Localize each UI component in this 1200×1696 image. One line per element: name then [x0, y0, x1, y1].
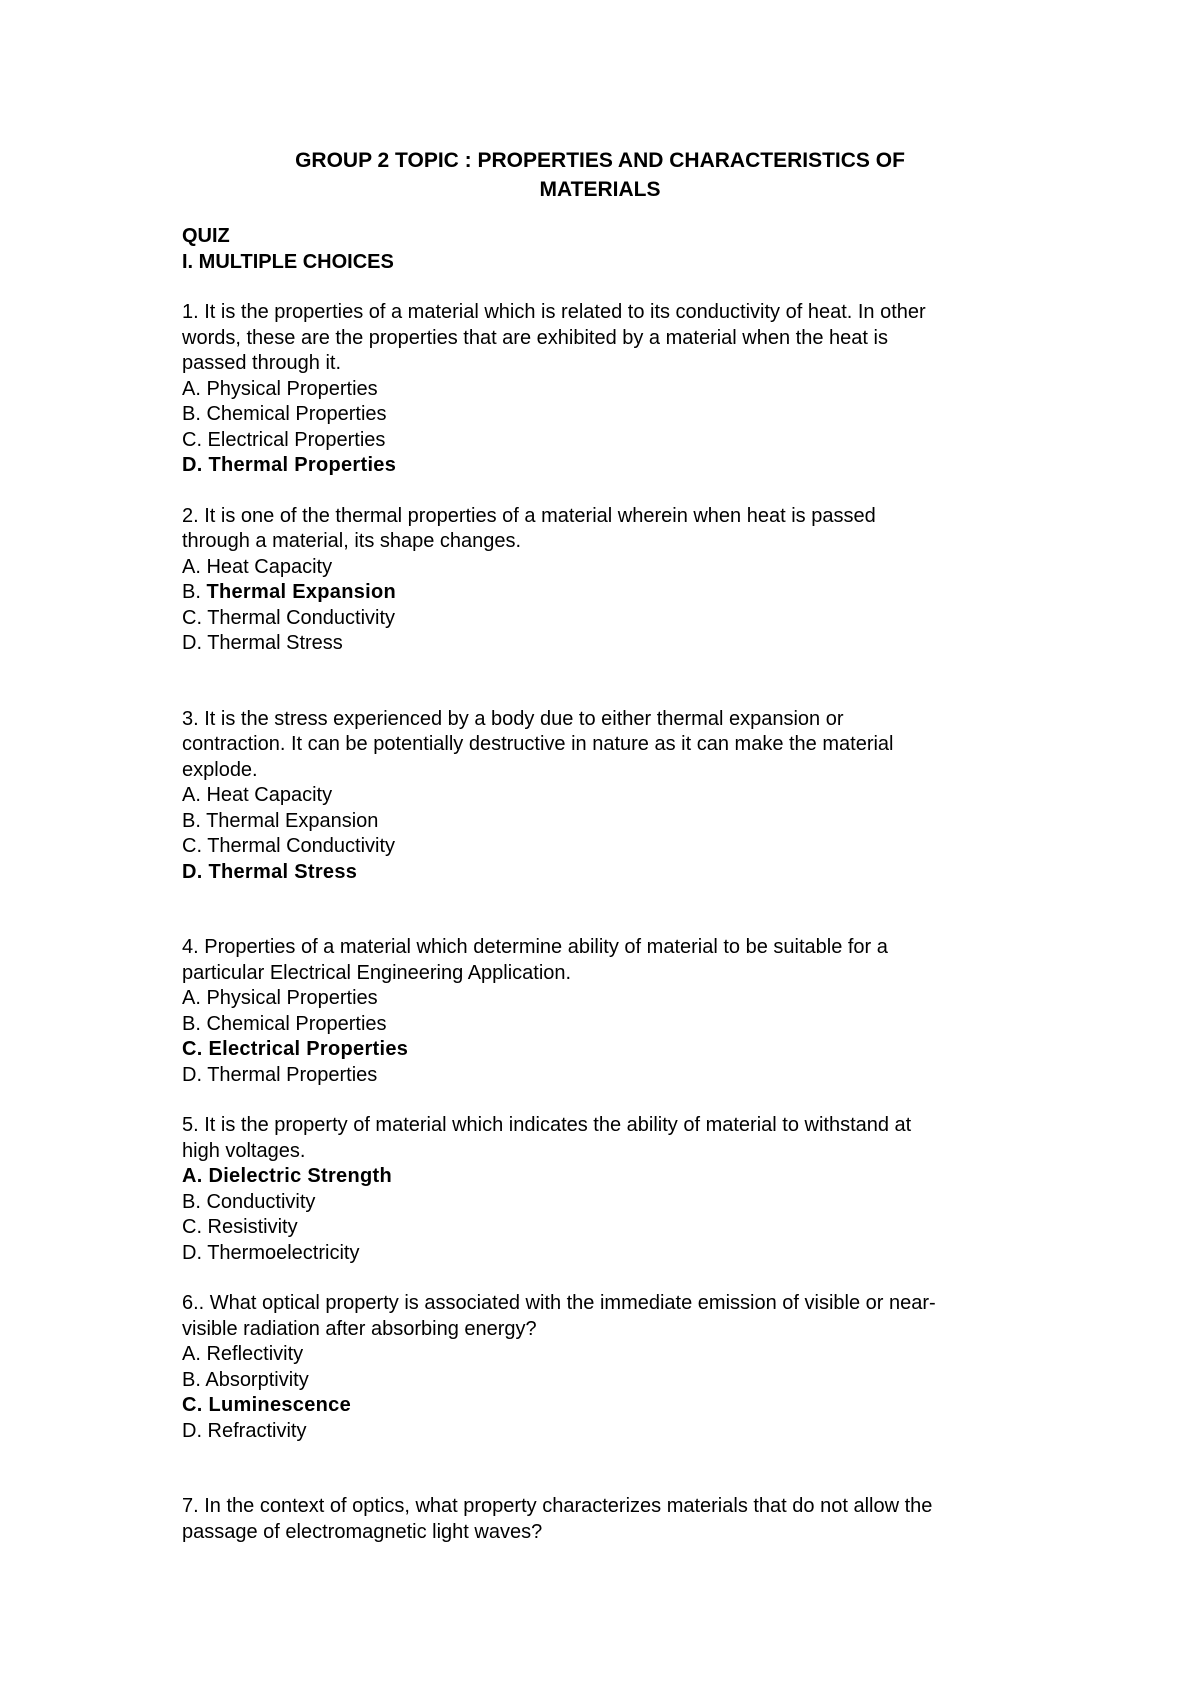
choice-b: B. Conductivity — [182, 1190, 316, 1213]
question-text-line: through a material, its shape changes. — [182, 530, 522, 552]
choice-b: B. Chemical Properties — [182, 403, 387, 425]
choice-b: B. Thermal Expansion — [182, 809, 379, 832]
question-2 — [182, 504, 1042, 657]
choice-b-correct — [182, 580, 1042, 606]
question-text-line: 5. It is the property of material which indicates the ability of material to withstand at — [182, 1114, 912, 1136]
choice-d: D. Thermal Properties — [182, 1063, 378, 1086]
question-5 — [182, 1113, 1042, 1266]
title-line-1: GROUP 2 TOPIC : PROPERTIES AND CHARACTERISTICS OF — [295, 149, 905, 172]
question-4 — [182, 935, 1042, 1088]
choice-a-correct: A. Dielectric Strength — [182, 1165, 392, 1187]
choice-d: D. Thermoelectricity — [182, 1241, 360, 1264]
choice-c: C. Resistivity — [182, 1216, 298, 1238]
question-text-line: 7. In the context of optics, what property characterizes materials that do not allow the — [182, 1495, 933, 1517]
choice-a: A. Physical Properties — [182, 377, 378, 400]
quiz-content — [182, 224, 1042, 1545]
choice-d: D. Refractivity — [182, 1419, 307, 1442]
title-line-2: MATERIALS — [539, 178, 661, 201]
question-text-line: words, these are the properties that are exhibited by a material when the heat is — [182, 326, 888, 349]
question-text-line: 2. It is one of the thermal properties of a material wherein when heat is passed — [182, 504, 876, 527]
quiz-label: QUIZ — [182, 225, 230, 247]
question-1 — [182, 300, 1042, 479]
question-text-line: 4. Properties of a material which determine ability of material to be suitable for a — [182, 936, 888, 958]
choice-c-correct: C. Electrical Properties — [182, 1038, 409, 1060]
question-text-line: 1. It is the properties of a material which is related to its conductivity of heat. In other — [182, 301, 926, 323]
choice-text: Thermal Expansion — [206, 581, 397, 603]
choice-d-correct: D. Thermal Properties — [182, 454, 397, 476]
choice-c-correct: C. Luminescence — [182, 1394, 352, 1416]
choice-b: B. Chemical Properties — [182, 1012, 387, 1035]
choice-a: A. Reflectivity — [182, 1343, 304, 1365]
question-text-line: visible radiation after absorbing energy? — [182, 1317, 537, 1340]
question-text-line: particular Electrical Engineering Application. — [182, 961, 572, 984]
choice-c: C. Electrical Properties — [182, 428, 386, 451]
question-text-line: contraction. It can be potentially destructive in nature as it can make the material — [182, 733, 894, 755]
question-text-line: 3. It is the stress experienced by a body due to either thermal expansion or — [182, 707, 844, 730]
choice-d-correct: D. Thermal Stress — [182, 860, 358, 883]
question-text-line: passed through it. — [182, 352, 341, 374]
choice-a: A. Physical Properties — [182, 987, 378, 1009]
choice-d: D. Thermal Stress — [182, 632, 343, 654]
document-title — [180, 146, 1020, 204]
choice-a: A. Heat Capacity — [182, 555, 333, 578]
question-text-line: passage of electromagnetic light waves? — [182, 1520, 543, 1543]
choice-c: C. Thermal Conductivity — [182, 835, 396, 857]
choice-a: A. Heat Capacity — [182, 784, 333, 806]
question-text-line: high voltages. — [182, 1139, 306, 1162]
question-6 — [182, 1291, 1042, 1444]
question-text-line: 6.. What optical property is associated with the immediate emission of visible or near- — [182, 1292, 936, 1314]
question-3 — [182, 707, 1042, 886]
question-text-line: explode. — [182, 758, 258, 781]
choice-c: C. Thermal Conductivity — [182, 606, 396, 629]
choice-letter: B. — [182, 581, 207, 603]
choice-b: B. Absorptivity — [182, 1368, 309, 1391]
section-label: I. MULTIPLE CHOICES — [182, 250, 394, 273]
question-7 — [182, 1494, 1042, 1545]
